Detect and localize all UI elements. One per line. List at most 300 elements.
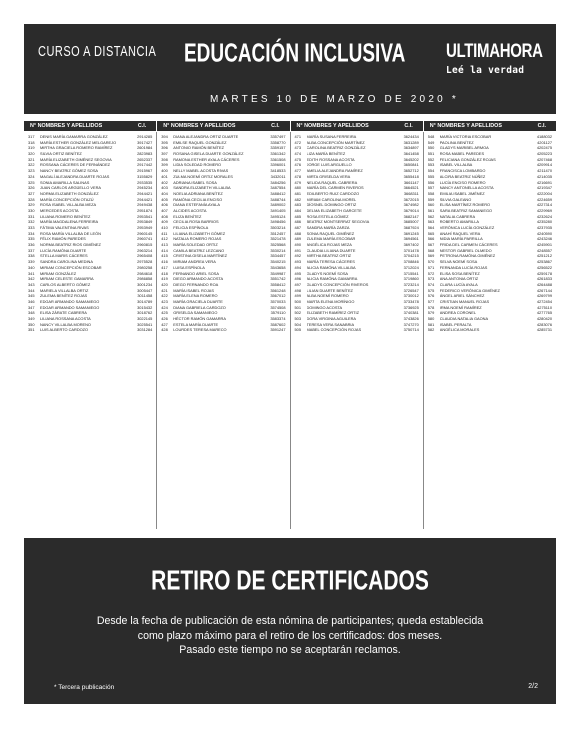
row-ci: 4216691 (536, 179, 552, 185)
row-ci: 3641458 (403, 151, 419, 157)
row-number: 569 (427, 253, 435, 259)
row-name: GLADYS CONCEPCIÓN RIVEROS (306, 281, 369, 287)
row-name: IRMA NOEMÍ RAMÍREZ (439, 304, 482, 310)
row-ci: 2953949 (137, 225, 153, 230)
row-name: MIRTHA BEATRIZ ORTIZ (306, 253, 352, 259)
row-number: 485 (294, 213, 301, 219)
row-name: GRISELDA SAMANIEGO (173, 310, 218, 316)
row-name: DELMA ELIZABETH GARCETE (306, 207, 362, 213)
row-number: 331 (28, 213, 35, 219)
row-number: 576 (427, 293, 435, 299)
row-ci: 3358770 (270, 139, 286, 145)
row-name: ALCIDES ACOSTA (173, 207, 207, 213)
row-number: 581 (427, 321, 435, 327)
row-name: FÁTIMA VALENTINA RIVAS (40, 225, 89, 230)
column-header (24, 121, 156, 131)
header-names: NOMBRES Y APELLIDOS (304, 123, 369, 129)
row-ci: 3664521 (403, 185, 419, 191)
row-name: GLADYS NOEMÍ SOSA (306, 270, 349, 276)
row-number: 503 (294, 316, 301, 321)
row-name: DIEGO ARMANDO ACOSTA (173, 276, 224, 282)
row-ci: 3685007 (403, 219, 419, 225)
row-name: CARLOS ALBERTO GÓMEZ (40, 281, 91, 287)
row-ci: 2953849 (137, 219, 153, 225)
row-ci: 3668311 (403, 190, 419, 196)
row-name: ROSA ISABEL VILLALBA MEZA (40, 202, 97, 208)
row-ci: 2960815 (137, 242, 153, 248)
row-ci: 2965408 (137, 253, 153, 259)
row-number: 336 (28, 242, 35, 248)
header-name-label (430, 121, 502, 131)
row-ci: 3361342 (270, 151, 286, 157)
row-name: GLADYS MARIBEL ARMOA (439, 145, 489, 151)
row-ci: 2984618 (137, 270, 153, 276)
row-number: 395 (161, 139, 168, 145)
row-ci: 4248557 (536, 247, 552, 253)
row-name: ELIZA BENÍTEZ (173, 213, 202, 219)
row-number: 426 (161, 316, 168, 321)
header-number: N° (296, 123, 303, 129)
row-ci: 3723214 (403, 281, 419, 287)
row-number: 562 (427, 213, 435, 219)
row-number: 409 (161, 219, 168, 225)
row-ci: 3570033 (270, 298, 286, 304)
row-name: NIDIA MARÍA PARRILLA (439, 236, 483, 242)
row-name: EMILIA ISABEL JIMÉNEZ (439, 190, 485, 196)
row-name: FRANCISCA LOMBARDO (439, 168, 486, 174)
row-number: 505 (294, 327, 301, 333)
row-number: 418 (161, 270, 168, 276)
row-number: 550 (427, 145, 435, 151)
footnote: * Tercera publicación (54, 684, 115, 691)
row-number: 475 (294, 156, 301, 162)
row-ci: 2945234 (137, 185, 153, 191)
row-name: MABEL CONCEPCIÓN ROJAS (306, 327, 362, 333)
row-ci: 3574508 (270, 304, 286, 310)
row-name: BEATRIZ MONTSERRAT SEGOVIA (306, 219, 370, 225)
row-name: DÍOSNEL DOMINGO ORTIZ (306, 202, 357, 208)
row-number: 333 (28, 225, 35, 230)
row-ci: 3487554 (270, 185, 286, 191)
row-name: FÉLIX RAMÓN PAREDES (40, 236, 86, 242)
row-ci: 3694561 (403, 236, 419, 242)
row-number: 493 (294, 259, 301, 265)
row-name: LUIS ALBERTO CARDOZO (40, 327, 89, 333)
row-ci: 4201127 (537, 139, 552, 145)
row-name: SILVIA GALEANO (439, 196, 472, 202)
row-number: 495 (294, 270, 301, 276)
row-ci: 3357497 (270, 134, 286, 139)
row-number: 549 (427, 139, 435, 145)
row-ci: 3543658 (270, 264, 286, 270)
row-name: LILIANA ELIZABETH GÓMEZ (173, 230, 226, 236)
table-row (428, 327, 552, 333)
row-name: MARTA ELENA MORÍNIGO (306, 298, 355, 304)
row-name: ROBERTO AMARILLA (439, 219, 479, 225)
row-ci: 3503214 (270, 225, 286, 230)
row-ci: 3687924 (403, 225, 419, 230)
row-number: 480 (294, 185, 301, 191)
row-number: 555 (427, 173, 435, 179)
row-name: MIRIAM GONZÁLEZ (40, 270, 77, 276)
row-ci: 3418533 (270, 168, 286, 174)
row-ci: 3674982 (403, 202, 419, 208)
row-ci: 4219347 (536, 185, 552, 191)
row-name: ANAHÍ RAQUEL VERA (439, 230, 481, 236)
row-number: 578 (427, 304, 435, 310)
row-name: MIRTHA GRACIELA ROMERO RAMÍREZ (40, 145, 113, 151)
row-name: ANGÉLICA MORALES (439, 327, 480, 333)
row-ci: 4256522 (536, 264, 552, 270)
row-name: LILIAN DUARTE BENÍTEZ (306, 287, 353, 293)
row-name: LIZA MARÍA BENÍTEZ (306, 151, 346, 157)
row-number: 491 (294, 247, 301, 253)
row-ci: 2915967 (137, 168, 153, 174)
row-number: 415 (161, 253, 168, 259)
row-name: ELISA MARTÍNEZ ROMERO (439, 202, 491, 208)
row-name: ALCIRA BEATRIZ NÚÑEZ (439, 173, 486, 179)
header-ci: C.I. (537, 123, 546, 129)
row-number: 567 (427, 242, 435, 248)
row-number: 428 (161, 327, 168, 333)
row-ci: 2960741 (137, 236, 153, 242)
row-number: 575 (427, 287, 435, 293)
row-number: 404 (161, 190, 168, 196)
participants-column (156, 132, 289, 529)
row-number: 319 (28, 145, 35, 151)
row-name: MARÍA CONCEPCIÓN OTAZÚ (40, 196, 94, 202)
row-ci: 4275110 (537, 304, 552, 310)
row-name: EDGAR ARMANDO SAMANIEGO (40, 298, 100, 304)
page-title: EDUCACIÓN INCLUSIVA (184, 40, 406, 69)
row-number: 563 (427, 219, 435, 225)
header-names: NOMBRES Y APELLIDOS (170, 123, 236, 129)
row-ci: 2953541 (137, 213, 153, 219)
row-ci: 3712024 (403, 264, 419, 270)
row-ci: 3396001 (270, 162, 286, 168)
row-ci: 4280420 (536, 316, 552, 321)
row-number: 572 (427, 270, 435, 276)
row-ci: 4245901 (536, 242, 552, 248)
row-ci: 4264488 (536, 281, 552, 287)
row-ci: 3917427 (137, 139, 153, 145)
row-ci: 3031284 (137, 327, 153, 333)
row-ci: 3489002 (270, 202, 286, 208)
row-name: NATALIA ROMERO ROJAS (173, 236, 222, 242)
row-number: 403 (161, 185, 168, 191)
participants-column (423, 132, 556, 529)
row-ci: 3525568 (270, 242, 286, 248)
row-name: NOELIA ADRIANA BENÍTEZ (173, 190, 223, 196)
row-name: MARÍA GRACIELA DUARTE (173, 298, 223, 304)
row-name: DIANA ESTEFANÍA AYALA (173, 202, 221, 208)
row-number: 492 (294, 253, 301, 259)
row-ci: 3631289 (403, 139, 419, 145)
row-number: 579 (427, 310, 435, 316)
row-number: 552 (427, 156, 435, 162)
row-ci: 4243246 (536, 236, 552, 242)
row-name: PAOLINA BENÍTEZ (439, 139, 474, 145)
row-number: 568 (427, 247, 435, 253)
row-name: SANDRA ELIZABETH VILLALBA (173, 185, 231, 191)
row-number: 482 (294, 196, 301, 202)
row-name: ALBA NOEMÍ ROMERO (306, 293, 349, 299)
row-ci: 2986858 (137, 276, 153, 282)
row-number: 350 (28, 321, 35, 327)
row-number: 342 (28, 276, 35, 282)
section-label: CURSO A DISTANCIA (38, 44, 157, 61)
row-ci: 3579110 (270, 310, 286, 316)
row-name: MARÍA ELIZABETH GIMÉNEZ SEGOVIA (40, 156, 112, 162)
row-number: 559 (427, 196, 435, 202)
row-name: MARÍA SOLEDAD ORTIZ (173, 242, 218, 248)
row-ci: 3432011 (270, 173, 286, 179)
row-name: SILVIA ORTIZ BENÍTEZ (40, 151, 82, 157)
row-ci: 4202475 (536, 145, 552, 151)
row-ci: 2975528 (137, 259, 153, 265)
row-number: 548 (427, 134, 435, 139)
row-name: NORMA BEATRIZ RIOS GIMÉNEZ (40, 242, 101, 248)
row-ci: 2652337 (137, 156, 153, 162)
row-number: 417 (161, 264, 168, 270)
row-ci: 3645202 (403, 156, 419, 162)
column-headers (24, 121, 556, 131)
row-ci: 4285731 (536, 327, 552, 333)
row-name: EMILSE RAQUEL GONZÁLEZ (173, 139, 227, 145)
row-number: 323 (28, 168, 35, 174)
row-name: MARÍA VICTORIA ESCOBAR (439, 134, 492, 139)
row-ci: 4224659 (536, 196, 552, 202)
row-number: 407 (161, 207, 168, 213)
row-name: NANCY ANTONELLA ACOSTA (439, 185, 494, 191)
row-number: 405 (161, 196, 168, 202)
row-ci: 3736925 (403, 304, 419, 310)
row-ci: 3512457 (270, 230, 286, 236)
row-ci: 3733478 (403, 298, 419, 304)
row-ci: 3495124 (270, 213, 286, 219)
row-ci: 3549987 (270, 270, 286, 276)
row-number: 328 (28, 196, 35, 202)
page-number: 2/2 (528, 683, 538, 690)
row-number: 472 (294, 139, 301, 145)
row-name: SANDRA MARÍA ZARZA (306, 225, 350, 230)
row-ci: 4205223 (536, 151, 552, 157)
row-name: LIDIA SOLEDAD ROMERO (173, 162, 222, 168)
row-name: CLAUDIA NATALIA GAONA (439, 316, 489, 321)
row-number: 478 (294, 173, 301, 179)
row-name: DORA VIRGINIA AGUILERA (306, 316, 357, 321)
row-ci: 4272454 (536, 298, 552, 304)
row-ci: 3022145 (137, 316, 153, 321)
header-name-label (163, 121, 235, 131)
row-name: ROSANA GISELA DUARTE GONZÁLEZ (173, 151, 244, 157)
column-header (423, 121, 556, 131)
row-ci: 3498456 (270, 219, 286, 225)
row-name: NELIDA RAQUEL CABRERA (306, 179, 358, 185)
row-ci: 2914285 (137, 134, 153, 139)
row-ci: 3650841 (403, 162, 419, 168)
header-names: NOMBRES Y APELLIDOS (37, 123, 103, 129)
header-ci: C.I. (137, 123, 147, 129)
row-name: JORGE LUIS ARGUELLO (306, 162, 352, 168)
row-name: SELVA NOEMÍ SOSA (439, 259, 478, 265)
row-number: 577 (427, 298, 435, 304)
row-number: 560 (427, 202, 435, 208)
row-ci: 3750714 (403, 327, 419, 333)
row-number: 504 (294, 321, 301, 327)
row-number: 566 (427, 236, 435, 242)
row-number: 565 (427, 230, 435, 236)
row-number: 344 (28, 287, 35, 293)
row-ci: 3726547 (403, 287, 419, 293)
row-number: 573 (427, 276, 435, 282)
row-name: ANGÉLICA ROJAS MEZA (306, 242, 352, 248)
row-ci: 2823983 (137, 151, 153, 157)
row-name: SONIA RAQUEL GIMÉNEZ (306, 230, 355, 236)
participants-columns (24, 132, 556, 529)
row-ci: 3743826 (403, 316, 419, 321)
row-name: LUCÍA RAMÓNA DUARTE (40, 247, 87, 253)
row-name: ESTELA MARÍA DUARTE (173, 321, 219, 327)
row-name: SONIA AMARILLA SALINAS (40, 179, 90, 185)
row-ci: 3730012 (403, 293, 419, 299)
row-number: 484 (294, 207, 301, 213)
row-name: ROSA ESTELA GÓMEZ (306, 213, 349, 219)
row-ci: 2951874 (137, 207, 153, 213)
row-ci: 4237935 (536, 225, 552, 230)
row-name: LOURDES TERESA MARECO (173, 327, 227, 333)
row-number: 402 (161, 179, 168, 185)
row-number: 411 (161, 230, 168, 236)
row-name: MARÍA TERESA CÁCERES (306, 259, 355, 265)
row-number: 479 (294, 179, 301, 185)
row-ci: 3018762 (137, 310, 153, 316)
row-name: DIANA GABRIELA CARDOZO (173, 304, 226, 310)
row-number: 471 (294, 134, 301, 139)
row-ci: 3484256 (270, 179, 286, 185)
header-name-label (297, 121, 369, 131)
row-ci: 4251212 (536, 253, 552, 259)
header-number: N° (429, 123, 436, 129)
row-name: STELLA MARIS CÁCERES (40, 253, 88, 259)
row-number: 330 (28, 207, 35, 213)
row-number: 340 (28, 264, 35, 270)
row-ci: 4214035 (536, 173, 552, 179)
row-number: 553 (427, 162, 435, 168)
row-number: 338 (28, 253, 35, 259)
row-name: MIRIAM ANDREA VERA (173, 259, 216, 265)
row-number: 500 (294, 298, 301, 304)
row-ci: 4211470 (537, 168, 552, 174)
row-name: DIEGO FERNANDO ROA (173, 281, 219, 287)
row-ci: 4253867 (536, 259, 552, 265)
row-number: 489 (294, 236, 301, 242)
row-ci: 4188032 (536, 134, 552, 139)
row-number: 422 (161, 293, 168, 299)
row-ci: 4222004 (536, 190, 552, 196)
row-number: 497 (294, 281, 301, 287)
row-name: HÉCTOR RAMÓN GAMARRA (173, 316, 226, 321)
row-number: 421 (161, 287, 168, 293)
row-name: RAMÓNA CECILIA ENCISO (173, 196, 223, 202)
row-name: FERNANDO ARIEL SOSA (173, 270, 219, 276)
row-number: 414 (161, 247, 168, 253)
row-number: 477 (294, 168, 301, 174)
row-ci: 3715541 (403, 270, 419, 276)
row-name: ELISA ZÁRATE CABRERA (40, 310, 87, 316)
row-name: ALICIA RAMÓNA VILLALBA (306, 264, 356, 270)
row-number: 501 (294, 304, 301, 310)
row-name: MERCEDES ACOSTA (40, 207, 79, 213)
row-name: VERÓNICA LUCÍA GONZÁLEZ (439, 225, 495, 230)
row-name: AMELIA ALEJANDRA RAMÍREZ (306, 168, 363, 174)
row-number: 343 (28, 281, 35, 287)
notice-line-3: Pasado este tiempo no se aceptarán reclamos. (179, 644, 401, 656)
row-number: 570 (427, 259, 435, 265)
row-number: 481 (294, 190, 301, 196)
row-ci: 3708846 (403, 259, 419, 265)
row-number: 564 (427, 225, 435, 230)
row-ci: 3521478 (270, 236, 286, 242)
row-number: 394 (161, 134, 168, 139)
row-number: 490 (294, 242, 301, 248)
row-number: 476 (294, 162, 301, 168)
column-header (290, 121, 423, 131)
row-ci: 3015432 (137, 304, 153, 310)
row-ci: 4261833 (536, 276, 552, 282)
row-ci: 2949438 (137, 202, 153, 208)
row-name: MAGALÍ ALEJANDRA DUARTE ROJAS (40, 173, 110, 179)
row-ci: 3558412 (270, 281, 286, 287)
row-number: 413 (161, 242, 168, 248)
row-ci: 3587602 (270, 321, 286, 327)
row-name: MARÍA ESTHER GONZÁLEZ MELGAREJO (40, 139, 117, 145)
row-name: CAMILA BEATRIZ LEZCANO (173, 247, 225, 253)
row-ci: 3540215 (270, 259, 286, 265)
notice-title: RETIRO DE CERTIFICADOS (151, 566, 429, 596)
row-name: MARÍA SUSANA FERREIRA (306, 134, 357, 139)
row-ci: 3583374 (270, 316, 286, 321)
notice-line-2: como plazo máximo para el retiro de los certificados: dos meses. (137, 629, 443, 642)
row-name: FEDERICO VERÓNICA GIMÉNEZ (439, 287, 500, 293)
row-name: MARIELA VILLALBA ORTIZ (40, 287, 89, 293)
row-number: 320 (28, 151, 35, 157)
row-name: ANA ANTONIA ORTIZ (439, 276, 479, 282)
row-ci: 3634897 (403, 145, 419, 151)
row-name: CRISTINA GISELA MARTÍNEZ (173, 253, 228, 259)
row-number: 324 (28, 173, 35, 179)
row-number: 345 (28, 293, 35, 299)
row-number: 488 (294, 230, 301, 236)
row-ci: 3530214 (270, 247, 286, 253)
row-ci: 3701478 (403, 247, 419, 253)
row-name: NESTOR GABRIEL OLMEDO (439, 247, 492, 253)
row-name: SANDRA CAROLINA MEDINA (40, 259, 93, 265)
column-header (156, 121, 289, 131)
row-ci: 3652712 (403, 168, 419, 174)
row-ci: 3661147 (403, 179, 419, 185)
row-number: 557 (427, 185, 435, 191)
row-number: 498 (294, 287, 301, 293)
row-name: MIRIAM CELESTE GAMARRA (40, 276, 94, 282)
row-name: ELIZABETH RAMÍREZ ORTIZ (306, 310, 359, 316)
row-ci: 3561248 (270, 287, 286, 293)
row-number: 335 (28, 236, 35, 242)
row-number: 406 (161, 202, 168, 208)
row-ci: 3001234 (137, 281, 153, 287)
row-number: 325 (28, 179, 35, 185)
row-number: 329 (28, 202, 35, 208)
